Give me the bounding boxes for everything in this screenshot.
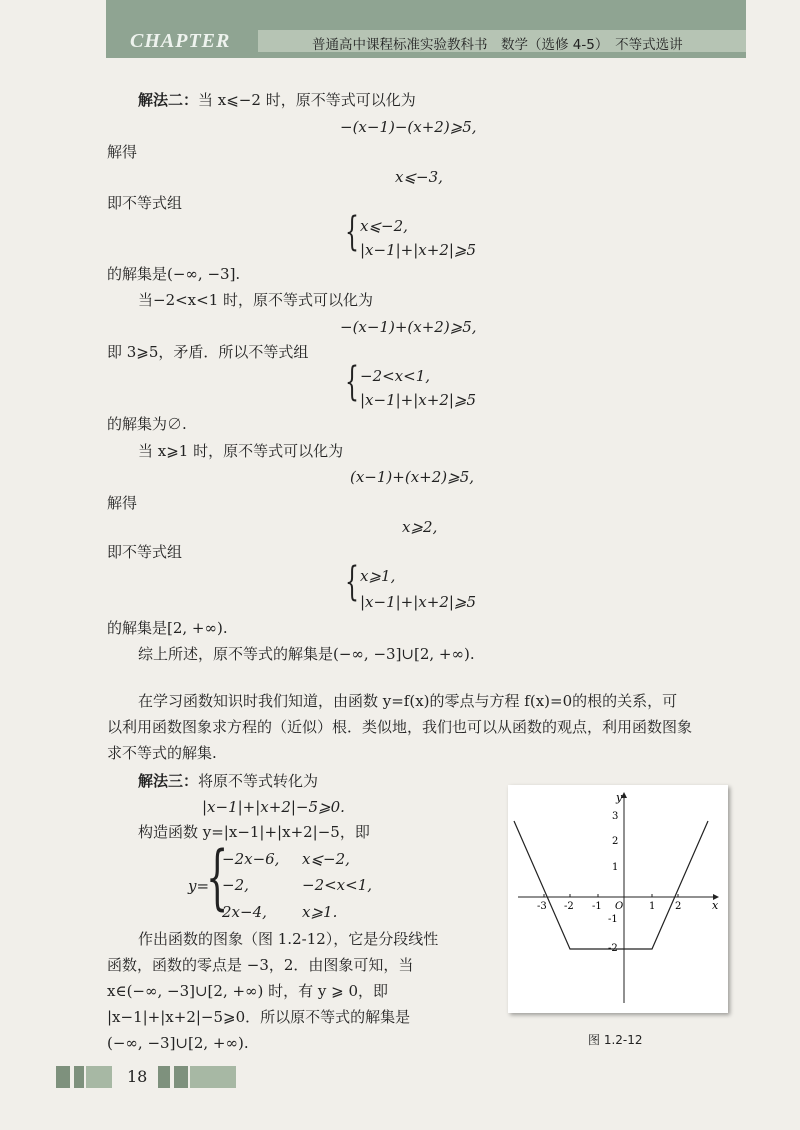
footer-block-4 (158, 1066, 170, 1088)
y-tick--2: -2 (608, 943, 618, 954)
paragraph-line-1: 在学习函数知识时我们知道，由函数 y=f(x)的零点与方程 f(x)=0的根的关系，可 (138, 692, 678, 710)
text-line-4: |x−1|+|x+2|−5⩾0．所以原不等式的解集是 (107, 1008, 411, 1026)
solve-label-2: 解得 (107, 494, 138, 512)
text-line-5: (−∞, −3]∪[2, +∞). (107, 1034, 249, 1052)
footer-block-3 (86, 1066, 112, 1088)
footer-block-6 (190, 1066, 236, 1088)
method-two-label: 解法二： (138, 91, 199, 109)
text-line-3: x∈(−∞, −3]∪[2, +∞) 时，有 y ⩾ 0，即 (107, 982, 389, 1000)
equation-2: x⩽−3, (395, 168, 443, 186)
system-brace-2: { (345, 359, 359, 405)
construct-line: 构造函数 y=|x−1|+|x+2|−5，即 (138, 823, 370, 841)
text-line-2: 函数，函数的零点是 −3，2．由图象可知，当 (107, 956, 414, 974)
equation-6: |x−1|+|x+2|−5⩾0. (202, 798, 345, 816)
case-three-line: 当 x⩾1 时，原不等式可以化为 (138, 442, 344, 460)
footer-block-5 (174, 1066, 188, 1088)
book-title: 普通高中课程标准实验教科书 数学（选修 4-5） 不等式选讲 (312, 37, 683, 53)
x-tick-1: 1 (649, 901, 656, 912)
piece-2-expr: −2, (222, 876, 249, 894)
paragraph-line-3: 求不等式的解集. (107, 744, 217, 762)
graph-svg (508, 785, 728, 1013)
page-number: 18 (127, 1067, 148, 1086)
system-1-first: x⩽−2, (360, 217, 408, 235)
y-tick-2: 2 (612, 836, 619, 847)
x-tick--2: -2 (564, 901, 574, 912)
contradiction-line: 即 3⩾5，矛盾．所以不等式组 (107, 343, 309, 361)
equation-3: −(x−1)+(x+2)⩾5, (340, 318, 477, 336)
figure-caption: 图 1.2-12 (588, 1033, 643, 1047)
piece-3-expr: 2x−4, (222, 903, 267, 921)
system-brace-1: { (345, 209, 359, 255)
piecewise-y: y= (188, 877, 210, 895)
y-axis-label: y (616, 791, 623, 804)
case-two-line: 当−2<x<1 时，原不等式可以化为 (138, 291, 374, 309)
solution-set-1: 的解集是(−∞, −3]. (107, 265, 241, 283)
x-tick-2: 2 (675, 901, 682, 912)
piece-2-cond: −2<x<1, (302, 876, 373, 894)
method-two-text: 当 x⩽−2 时，原不等式可以化为 (198, 91, 416, 109)
piece-1-cond: x⩽−2, (302, 850, 350, 868)
chapter-label: CHAPTER (130, 30, 231, 52)
system-intro-2: 即不等式组 (107, 543, 183, 561)
equation-1: −(x−1)−(x+2)⩾5, (340, 118, 477, 136)
footer-block-1 (56, 1066, 70, 1088)
method-three-text: 将原不等式转化为 (198, 772, 319, 790)
system-2-first: −2<x<1, (360, 367, 431, 385)
piece-1-expr: −2x−6, (222, 850, 280, 868)
footer-block-2 (74, 1066, 84, 1088)
method-three-label: 解法三： (138, 772, 199, 790)
method-two-line (138, 91, 416, 109)
x-tick--3: -3 (537, 901, 547, 912)
piecewise-brace: { (206, 836, 229, 918)
origin-label: O (615, 901, 624, 912)
system-brace-3: { (345, 559, 359, 605)
x-axis-label: x (712, 899, 719, 912)
summary-line: 综上所述，原不等式的解集是(−∞, −3]∪[2, +∞). (138, 645, 475, 663)
x-tick--1: -1 (592, 901, 602, 912)
paragraph-line-2: 以利用函数图象求方程的（近似）根．类似地，我们也可以从函数的观点，利用函数图象 (107, 718, 693, 736)
function-graph (508, 785, 728, 1013)
method-three-line (138, 772, 318, 790)
equation-4: (x−1)+(x+2)⩾5, (350, 468, 474, 486)
system-3-first: x⩾1, (360, 567, 396, 585)
system-intro-1: 即不等式组 (107, 194, 183, 212)
piecewise-function-curve (514, 821, 708, 949)
solution-set-2: 的解集为∅. (107, 415, 187, 433)
y-tick-1: 1 (612, 862, 619, 873)
y-tick--1: -1 (608, 914, 618, 925)
system-3-second: |x−1|+|x+2|⩾5 (360, 593, 477, 611)
y-tick-3: 3 (612, 811, 619, 822)
piece-3-cond: x⩾1. (302, 903, 338, 921)
system-1-second: |x−1|+|x+2|⩾5 (360, 241, 477, 259)
text-line-1: 作出函数的图象（图 1.2-12），它是分段线性 (138, 930, 439, 948)
equation-5: x⩾2, (402, 518, 438, 536)
solution-set-3: 的解集是[2, +∞). (107, 619, 228, 637)
solve-label-1: 解得 (107, 143, 138, 161)
system-2-second: |x−1|+|x+2|⩾5 (360, 391, 477, 409)
